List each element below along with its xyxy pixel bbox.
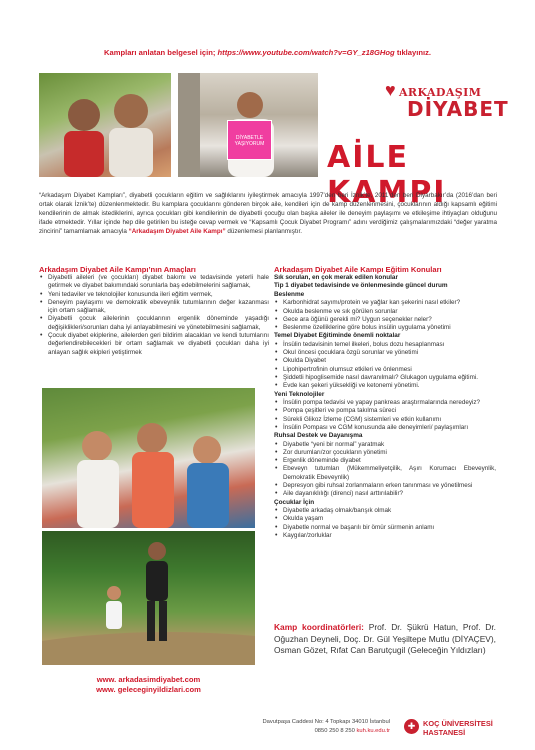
kids-group-image xyxy=(42,388,255,528)
basic-education-list xyxy=(274,341,496,391)
list-item: • Deneyim paylaşımı ve demokratik ebeveynlik tutumlarının değer kazanması için ortam sağlamak, xyxy=(39,299,269,316)
link-prefix: Kampları anlatan belgesel için; xyxy=(104,48,216,57)
list-item: • Ergenlik döneminde diyabet xyxy=(274,457,496,465)
list-item: • Diyabetli aileleri (ve çocukları) diyabet bakımı ve tedavisinde yeterli hale getirmek ve diyabet bakımındaki sorunlarla baş edebilmelerini sağlamak, xyxy=(39,274,269,291)
list-item: • Okulda beslenme ve sık görülen sorunlar xyxy=(274,308,496,316)
arkadasim-diyabet-logo xyxy=(385,80,509,121)
list-item: • Pompa çeşitleri ve pompa takılma süreci xyxy=(274,407,496,415)
section-title: Ruhsal Destek ve Dayanışma xyxy=(274,432,363,440)
hospital-website-link[interactable]: kuh.ku.edu.tr xyxy=(356,727,390,734)
list-item: • İnsülin pompa tedavisi ve yapay pankreas araştırmalarında neredeyiz? xyxy=(274,399,496,407)
photo-race xyxy=(42,531,255,665)
topics-subheading: Sık sorulan, en çok merak edilen konular xyxy=(274,274,398,281)
link-suffix: tıklayınız. xyxy=(396,48,431,57)
section-title: Çocuklar İçin xyxy=(274,498,315,506)
list-item: • Gece ara öğünü gerekli mi? Uygun seçenekler neler? xyxy=(274,316,496,324)
list-item: • Lipohipertrofinin olumsuz etkileri ve önlenmesi xyxy=(274,366,496,374)
org-line1: KOÇ ÜNİVERSİTESİ xyxy=(423,719,493,728)
intro-text1: “Arkadaşım Diyabet Kampları”, diyabetli çocukların eğitim ve sağlıklarını iyileştirmek amacıyla 1997’den beri İznik’te, 2011’den beri Diyarbakır’da (2016’dan beri ortak olarak İznik’te) düzenlenmektedir. Bu kamplara çocuklarını gönderen birçok aile, kendileri için de kamp düzenlenmesini, çocuklarının aldığı kapsamlı eğitimi kendilerinin de almak istediklerini, ayrıca çocukları gibi kendilerinin de diyabetli çocuğu olan başka aileler ile deneyim paylaşımı ve etkileşime ihtiyaçları olduğunu ifade etmektedir. Yıllar içinde hep dile getirilen bu isteğe cevap vermek ve “Kapsamlı Çocuk Diyabet Programı” adını verdiğimiz çalışmalarımızdaki “değer yaratma zincirini” tamamlamak amacıyla xyxy=(39,192,497,235)
list-item: • Şiddetli hipoglisemide nasıl davranılmalı? Glukagon uygulama eğitimi. xyxy=(274,374,496,382)
phone-text: 0850 250 8 250 xyxy=(314,727,355,734)
address-text: Davutpaşa Caddesi No: 4 Topkapı 34010 İstanbul xyxy=(262,719,390,725)
list-item: • Kaygılar/zorluklar xyxy=(274,532,496,540)
aims-section xyxy=(39,265,269,357)
list-item: • Çocuk diyabet ekiplerine, ailelerden geri bildirim alacakları ve kendi tutumlarını değerlendirebilecekleri bir ortam sağlamak ve diyabetli çocukları daha iyi anlayan sağlık ekipleri yetiştirmek xyxy=(39,332,269,357)
support-list xyxy=(274,441,496,499)
photo-kids-group xyxy=(42,388,255,528)
list-item: • Evde kan şekeri yüksekliği ve ketonemi yönetimi. xyxy=(274,382,496,390)
race-image xyxy=(42,531,255,665)
list-item: • Okulda Diyabet xyxy=(274,357,496,365)
address-block xyxy=(220,718,390,735)
page-title: AİLE KAMPI xyxy=(327,140,447,210)
coordinators-label: Kamp koordinatörleri: xyxy=(274,622,364,632)
list-item: • İnsülin tedavisinin temel ilkeleri, bolus dozu hesaplanması xyxy=(274,341,496,349)
documentary-link-line xyxy=(0,48,535,57)
aims-list xyxy=(39,274,269,357)
list-item: • Ebeveyn tutumları (Mükemmeliyetçilik, Aşırı Korumacı Ebeveynlik, Demokratik Ebeveynlik) xyxy=(274,465,496,482)
list-item: • Diyabetle arkadaş olmak/barışık olmak xyxy=(274,507,496,515)
logo-line2: DİYABET xyxy=(407,97,509,121)
list-item: • Karbonhidrat sayımı/protein ve yağlar kan şekerini nasıl etkiler? xyxy=(274,299,496,307)
list-item: • Okul öncesi çocuklara özgü sorunlar ve yönetimi xyxy=(274,349,496,357)
intro-text2: düzenlemesi planlanmıştır. xyxy=(227,228,302,235)
topics-heading: Arkadaşım Diyabet Aile Kampı Eğitim Konuları xyxy=(274,265,442,274)
sign-text: DİYABETLE YAŞIYORUM xyxy=(234,135,265,147)
topics-section xyxy=(274,265,496,540)
list-item: • Sürekli Glikoz İzleme (CGM) sistemleri ve etkin kullanımı xyxy=(274,416,496,424)
children-list xyxy=(274,507,496,540)
website-link[interactable]: www. geleceginyildizlari.com xyxy=(96,685,201,694)
org-line2: HASTANESİ xyxy=(423,728,466,737)
koc-seal-icon: ✚ xyxy=(404,719,419,734)
youtube-link[interactable]: https://www.youtube.com/watch?v=GY_z18GHog xyxy=(217,48,395,57)
list-item: • Yeni tedaviler ve teknolojiler konusunda ileri eğitim vermek, xyxy=(39,291,269,299)
list-item: • Diyabetle “yeni bir normal” yaratmak xyxy=(274,441,496,449)
list-item: • Aile dayanıklılığı (direnci) nasıl arttırılabilir? xyxy=(274,490,496,498)
coordinators-block xyxy=(274,622,496,657)
pink-sign xyxy=(227,120,272,160)
website-link[interactable]: www. arkadasimdiyabet.com xyxy=(96,675,201,684)
photo-two-boys xyxy=(39,73,171,177)
list-item: • Depresyon gibi ruhsal zorlanmaların erken tanınması ve yönetilmesi xyxy=(274,482,496,490)
list-item: • Zor durumları/zor çocukların yönetimi xyxy=(274,449,496,457)
list-item: • Beslenme özelliklerine göre bolus insülin uygulama yönetimi xyxy=(274,324,496,332)
list-item: • İnsülin Pompası ve CGM konusunda aile deneyimleri/ paylaşımları xyxy=(274,424,496,432)
section-title: Temel Diyabet Eğitiminde önemli noktalar xyxy=(274,332,401,340)
intro-paragraph xyxy=(39,191,497,236)
list-item: • Diyabetli çocuk ailelerinin çocuklarının ergenlik döneminde yaşadığı değişiklikleri/sorunları daha iyi anlayabilmesini ve yönetebilmesini sağlamak, xyxy=(39,315,269,332)
section-title: Tip 1 diyabet tedavisinde ve önlenmesinde güncel durum xyxy=(274,282,448,290)
websites-block xyxy=(42,675,255,695)
heart-icon: ♥ xyxy=(385,80,396,100)
coordinators-names: Prof. Dr. Şükrü Hatun, Prof. Dr. Oğuzhan Deyneli, Doç. Dr. Gül Yeşiltepe Mutlu (DİYAÇEV), Osman Gözet, Rıfat Can Barutçugil (Geleceğin Yıldızları) xyxy=(274,622,497,655)
logo-line1: ARKADAŞIM xyxy=(399,86,482,99)
list-item: • Diyabetle normal ve başarılı bir ömür sürmenin anlamı xyxy=(274,524,496,532)
section-title: Beslenme xyxy=(274,290,305,298)
section-title: Yeni Teknolojiler xyxy=(274,390,325,398)
aims-heading: Arkadaşım Diyabet Aile Kampı’nın Amaçları xyxy=(39,265,196,274)
nutrition-list xyxy=(274,299,496,332)
intro-highlight: “Arkadaşım Diyabet Aile Kampı” xyxy=(128,228,226,235)
list-item: • Okulda yaşam xyxy=(274,515,496,523)
technology-list xyxy=(274,399,496,432)
boys-silhouette-image xyxy=(39,73,171,177)
